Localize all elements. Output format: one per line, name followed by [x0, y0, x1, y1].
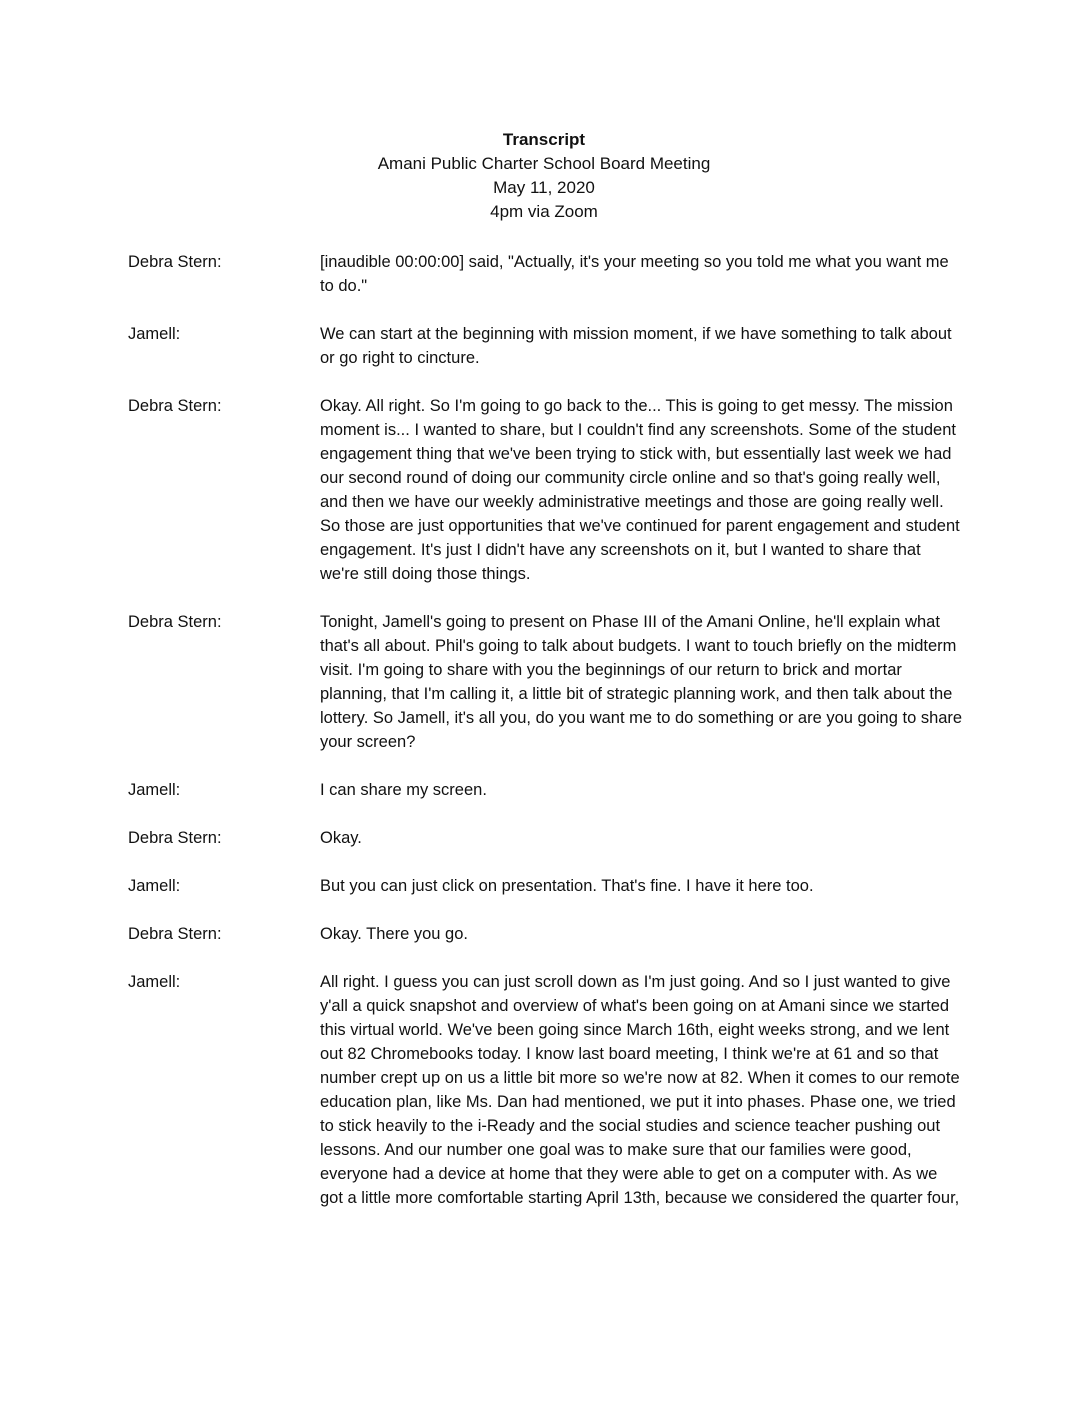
speaker-text: But you can just click on presentation. That's fine. I have it here too. — [320, 877, 814, 895]
speaker-text: Okay. There you go. — [320, 925, 468, 943]
transcript-entry — [128, 394, 968, 586]
speaker-name: Debra Stern: — [128, 397, 222, 415]
transcript-entries — [128, 250, 968, 1234]
speaker-name: Jamell: — [128, 781, 181, 799]
meeting-name: Amani Public Charter School Board Meeting — [377, 154, 711, 173]
speaker-text: All right. I guess you can just scroll down as I'm just going. And so I just wanted to give y'all a quick snapshot and overview of what's been going on at Amani since we started this virtual world. We've been going since March 16th, eight weeks strong, and we lent out 82 Chromebooks today. I know last board meeting, I think we're at 61 and so that number crept up on us a little bit more so we're now at 82. When it comes to our remote education plan, like Ms. Dan had mentioned, we put it into phases. Phase one, we tried to stick heavily to the i-Ready and the social studies and science teacher pushing out lessons. And our number one goal was to make sure that our families were good, everyone had a device at home that they were able to get on a computer with. As we got a little more comfortable starting April 13th, because we considered the quarter four, — [320, 973, 960, 1207]
speaker-name: Debra Stern: — [128, 613, 222, 631]
speaker-text: [inaudible 00:00:00] said, "Actually, it's your meeting so you told me what you want me to do." — [320, 253, 949, 295]
speaker-text: Tonight, Jamell's going to present on Phase III of the Amani Online, he'll explain what that's all about. Phil's going to talk about budgets. I want to touch briefly on the midterm visit. I'm going to share with you the beginnings of our return to brick and mortar planning, that I'm calling it, a little bit of strategic planning work, and then talk about the lottery. So Jamell, it's all you, do you want me to do something or are you going to share your screen? — [320, 613, 963, 751]
transcript-entry — [128, 970, 968, 1210]
speaker-text: We can start at the beginning with mission moment, if we have something to talk about or go right to cincture. — [320, 325, 952, 367]
speaker-text: Okay. All right. So I'm going to go back to the... This is going to get messy. The mission moment is... I wanted to share, but I couldn't find any screenshots. Some of the student engagement thing that we've been trying to stick with, but essentially last week we had our second round of doing our community circle online and so that's going really well, and then we have our weekly administrative meetings and those are going really well. So those are just opportunities that we've continued for parent engagement and student engagement. It's just I didn't have any screenshots on it, but I wanted to share that we're still doing those things. — [320, 397, 960, 583]
speaker-name: Debra Stern: — [128, 253, 222, 271]
transcript-entry — [128, 826, 968, 850]
transcript-entry — [128, 322, 968, 370]
document-title: Transcript — [502, 130, 586, 149]
transcript-entry — [128, 250, 968, 298]
speaker-text: I can share my screen. — [320, 781, 487, 799]
transcript-entry — [128, 874, 968, 898]
transcript-entry — [128, 922, 968, 946]
transcript-entry — [128, 778, 968, 802]
speaker-name: Debra Stern: — [128, 829, 222, 847]
meeting-date: May 11, 2020 — [493, 178, 595, 197]
speaker-name: Jamell: — [128, 877, 181, 895]
transcript-entry — [128, 610, 968, 754]
document-header — [0, 128, 1088, 224]
speaker-text: Okay. — [320, 829, 362, 847]
speaker-name: Debra Stern: — [128, 925, 222, 943]
speaker-name: Jamell: — [128, 325, 181, 343]
meeting-time: 4pm via Zoom — [490, 202, 598, 221]
speaker-name: Jamell: — [128, 973, 181, 991]
